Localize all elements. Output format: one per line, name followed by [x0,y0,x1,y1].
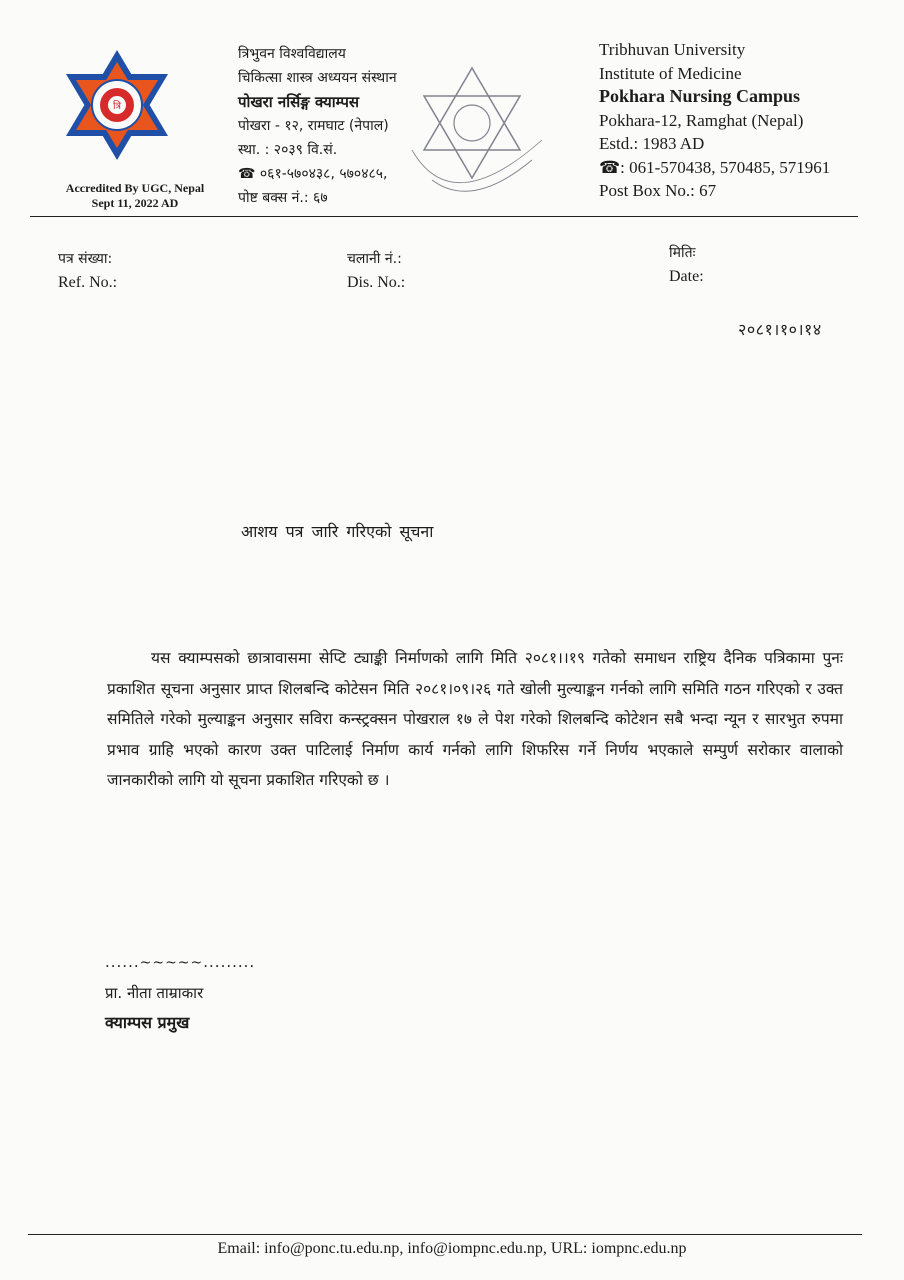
accreditation-note [40,181,230,211]
np-university: त्रिभुवन विश्वविद्यालय [238,46,346,62]
signature-line: ......~~~~~......... [105,953,256,971]
dispatch-label-np: चलानी नं.: [347,251,402,267]
en-campus: Pokhara Nursing Campus [599,86,801,106]
notice-body: यस क्याम्पसको छात्रावासमा सेप्टि ट्याङ्की निर्माणको लागि मिति २०८१।।१९ गतेको समाधन राष्ट्रिय दैनिक पत्रिकामा पुनः प्रकाशित सूचना अनुसार प्राप्त शिलबन्दि कोटेसन मिति २०८१।०९।२६ गते खोली मुल्याङ्कन गर्नको लागि समिति गठन गरिएको र उक्त समितिले गरेको मुल्याङ्कन अनुसार सविरा कन्स्ट्रक्सन पोखराल १७ ले पेश गरेको शिलबन्दि कोटेशन सबै भन्दा न्यून र सारभुत रुपमा प्रभाव ग्राहि भएको कारण उक्त पाटिलाई निर्माण कार्य गर्नको लागि शिफरिस गर्ने निर्णय भएकाले सम्पुर्ण सरोकार वालाको जानकारीको लागि यो सूचना प्रकाशित गरिएको छ । [107,649,843,789]
np-institute: चिकित्सा शास्त्र अध्ययन संस्थान [238,70,397,86]
accreditation-date: Sept 11, 2022 AD [91,196,179,210]
signatory-name: प्रा. नीता ताम्राकार [105,984,204,1002]
campus-seal-icon [392,60,552,245]
np-established: स्था. : २०३९ वि.सं. [238,142,338,158]
en-postbox: Post Box No.: 67 [599,181,717,200]
ref-number-field [58,247,117,295]
signature-block [105,947,255,1038]
ref-label-en: Ref. No.: [58,274,118,291]
university-emblem-icon [62,48,172,163]
footer-contact: Email: info@ponc.tu.edu.np, info@iompnc.edu.np, URL: iompnc.edu.np [217,1240,687,1257]
english-letterhead [599,38,830,203]
accreditation-line: Accredited By UGC, Nepal [65,181,205,195]
header-divider [30,216,858,217]
en-address: Pokhara-12, Ramghat (Nepal) [599,110,804,130]
svg-text:त्रि: त्रि [112,101,122,112]
en-institute: Institute of Medicine [599,63,742,83]
en-established: Estd.: 1983 AD [599,134,705,153]
handwritten-date: २०८१।१०।१४ [738,320,822,339]
notice-subject: आशय पत्र जारि गरिएको सूचना [241,522,434,541]
signature-scribble: ~~~~~ [139,955,204,971]
en-university: Tribhuvan University [599,40,746,59]
date-field [669,241,704,289]
date-label-np: मितिः [669,245,696,261]
np-address: पोखरा - १२, रामघाट (नेपाल) [238,118,389,134]
dispatch-label-en: Dis. No.: [347,274,406,291]
footer-divider [28,1234,862,1235]
date-label-en: Date: [669,268,704,285]
dispatch-number-field [347,247,405,295]
ref-label-np: पत्र संख्या: [58,251,113,267]
np-postbox: पोष्ट बक्स नं.: ६७ [238,190,328,206]
signatory-title: क्याम्पस प्रमुख [105,1013,190,1032]
nepali-letterhead [238,42,397,210]
en-phone: ☎: 061-570438, 570485, 571961 [599,157,831,177]
np-campus: पोखरा नर्सिङ्ग क्याम्पस [238,93,360,111]
np-phone: ☎ ०६१-५७०४३८, ५७०४८५, [238,166,388,182]
